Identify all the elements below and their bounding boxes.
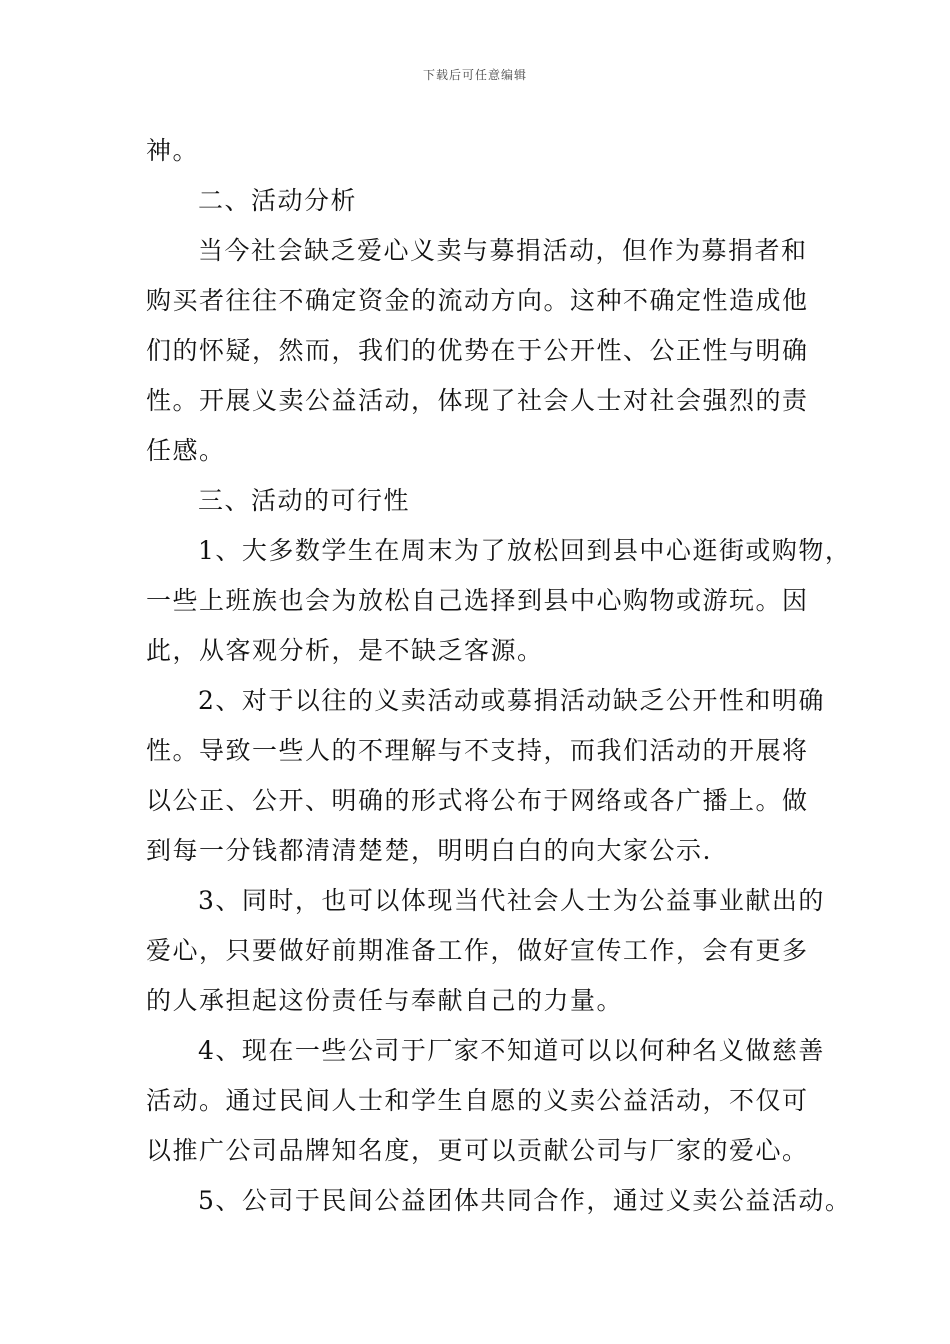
text-line: 购买者往往不确定资金的流动方向。这种不确定性造成他 bbox=[146, 286, 809, 315]
text-line: 3、同时，也可以体现当代社会人士为公益事业献出的 bbox=[198, 886, 825, 915]
text-line: 此，从客观分析，是不缺乏客源。 bbox=[146, 636, 544, 665]
text-line: 到每一分钱都清清楚楚，明明白白的向大家公示. bbox=[146, 836, 712, 865]
text-line: 当今社会缺乏爱心义卖与募捐活动，但作为募捐者和 bbox=[198, 236, 808, 265]
text-line: 1、大多数学生在周末为了放松回到县中心逛街或购物， bbox=[198, 536, 852, 565]
document-body bbox=[146, 126, 852, 1226]
text-line: 以公正、公开、明确的形式将公布于网络或各广播上。做 bbox=[146, 786, 809, 815]
text-line: 以推广公司品牌知名度，更可以贡献公司与厂家的爱心。 bbox=[146, 1136, 809, 1165]
section-heading: 二、活动分析 bbox=[198, 186, 358, 215]
text-line: 任感。 bbox=[146, 436, 226, 465]
text-line: 4、现在一些公司于厂家不知道可以以何种名义做慈善 bbox=[198, 1036, 825, 1065]
text-line: 们的怀疑，然而，我们的优势在于公开性、公正性与明确 bbox=[146, 336, 809, 365]
text-line: 一些上班族也会为放松自己选择到县中心购物或游玩。因 bbox=[146, 586, 809, 615]
page-header: 下载后可任意编辑 bbox=[422, 68, 527, 82]
text-line: 性。开展义卖公益活动，体现了社会人士对社会强烈的责 bbox=[146, 386, 809, 415]
text-line: 活动。通过民间人士和学生自愿的义卖公益活动，不仅可 bbox=[146, 1086, 809, 1115]
text-line: 2、对于以往的义卖活动或募捐活动缺乏公开性和明确 bbox=[198, 686, 825, 715]
section-heading: 三、活动的可行性 bbox=[198, 486, 411, 515]
text-line: 神。 bbox=[146, 136, 200, 165]
text-line: 5、公司于民间公益团体共同合作，通过义卖公益活动。 bbox=[198, 1186, 852, 1215]
text-line: 性。导致一些人的不理解与不支持，而我们活动的开展将 bbox=[146, 736, 809, 765]
text-line: 爱心，只要做好前期准备工作，做好宣传工作，会有更多 bbox=[146, 936, 809, 965]
text-line: 的人承担起这份责任与奉献自己的力量。 bbox=[146, 986, 624, 1015]
